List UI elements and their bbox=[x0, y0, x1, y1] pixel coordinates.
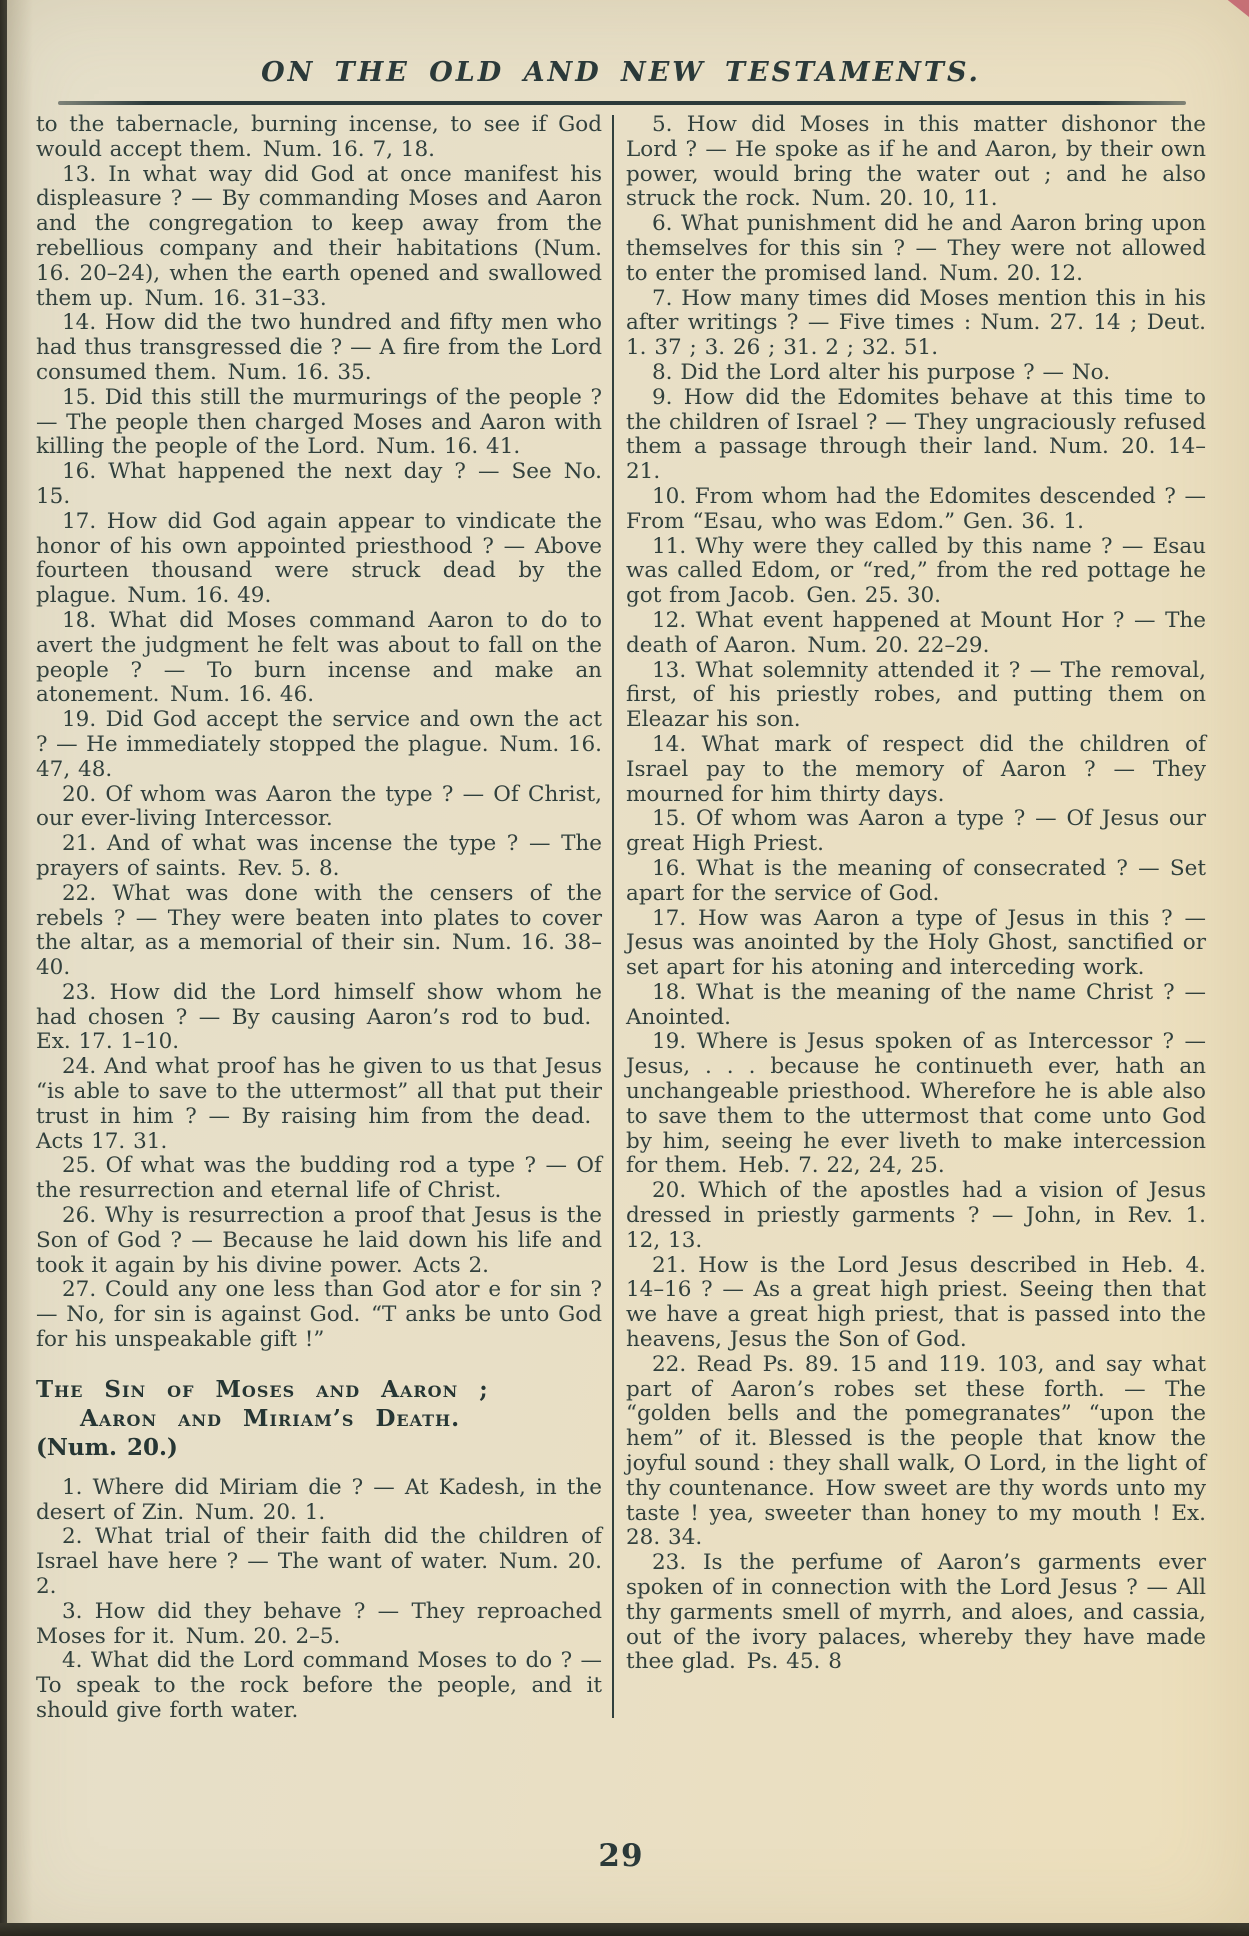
qa-paragraph: 13. In what way did God at once manifest his displeasure ? — By commanding Moses and Aaron and the congregation to keep away from the rebellious company and their habitations (Num. 16. 20–24), when the earth opened and swallowed them up. Num. 16. 31–33. bbox=[36, 161, 602, 311]
photo-edge-bottom bbox=[0, 1923, 1249, 1936]
qa-paragraph: 15. Of whom was Aaron a type ? — Of Jesus our great High Priest. bbox=[626, 806, 1206, 857]
qa-paragraph: to the tabernacle, burning incense, to see if God would accept them. Num. 16. 7, 18. bbox=[36, 112, 602, 162]
qa-paragraph: 16. What is the meaning of consecrated ? — Set apart for the service of God. bbox=[626, 855, 1206, 906]
qa-paragraph: 3. How did they behave ? — They reproached Moses for it. Num. 20. 2–5. bbox=[36, 1598, 602, 1649]
qa-paragraph: 24. And what proof has he given to us that Jesus “is able to save to the uttermost” all that put their trust in him ? — By raising him from the dead. Acts 17. 31. bbox=[36, 1054, 602, 1154]
qa-paragraph: 25. Of what was the budding rod a type ? — Of the resurrection and eternal life of Christ. bbox=[36, 1153, 602, 1204]
column-divider bbox=[612, 115, 614, 1718]
photo-edge-left bbox=[0, 0, 7, 1936]
qa-paragraph: 8. Did the Lord alter his purpose ? — No. bbox=[652, 359, 1111, 385]
header-rule bbox=[58, 101, 1186, 105]
page-gutter-crease bbox=[7, 0, 33, 1936]
qa-paragraph: 12. What event happened at Mount Hor ? — The death of Aaron. Num. 20. 22–29. bbox=[626, 607, 1206, 658]
qa-paragraph: 22. Read Ps. 89. 15 and 119. 103, and say what part of Aaron’s robes set these forth. — The “golden bells and the pomegranates” “upon the hem” of it. Blessed is the people that know the joyful sound : they shall walk, O Lord, in the light of thy countenance. How sweet are thy words unto my taste ! yea, sweeter than honey to my mouth ! Ex. 28. 34. bbox=[626, 1351, 1206, 1551]
qa-paragraph: 11. Why were they called by this name ? — Esau was called Edom, or “red,” from the red pottage he got from Jacob. Gen. 25. 30. bbox=[626, 533, 1206, 609]
qa-paragraph: 2. What trial of their faith did the children of Israel have here ? — The want of water. Num. 20. 2. bbox=[36, 1524, 602, 1600]
qa-paragraph: 1. Where did Miriam die ? — At Kadesh, in the desert of Zin. Num. 20. 1. bbox=[36, 1474, 602, 1525]
qa-paragraph: 19. Did God accept the service and own the act ? — He immediately stopped the plague. Num. 16. 47, 48. bbox=[36, 707, 602, 782]
page-content bbox=[36, 0, 1206, 1874]
qa-paragraph: 4. What did the Lord command Moses to do ? — To speak to the rock before the people, and it should give forth water. bbox=[36, 1648, 602, 1724]
qa-paragraph: 14. How did the two hundred and fifty men who had thus transgressed die ? — A fire from the Lord consumed them. Num. 16. 35. bbox=[36, 310, 602, 385]
qa-paragraph: 5. How did Moses in this matter dishonor the Lord ? — He spoke as if he and Aaron, by their own power, would bring the water out ; and he also struck the rock. Num. 20. 10, 11. bbox=[626, 112, 1206, 212]
page-number: 29 bbox=[598, 1838, 644, 1874]
qa-paragraph: 17. How was Aaron a type of Jesus in this ? — Jesus was anointed by the Holy Ghost, sanctified or set apart for his atoning and interceding work. bbox=[626, 905, 1206, 981]
qa-paragraph: 10. From whom had the Edomites descended ? — From “Esau, who was Edom.” Gen. 36. 1. bbox=[626, 483, 1206, 534]
qa-paragraph: 20. Of whom was Aaron the type ? — Of Christ, our ever-living Intercessor. bbox=[36, 781, 602, 832]
qa-paragraph: 22. What was done with the censers of the rebels ? — They were beaten into plates to cover the altar, as a memorial of their sin. Num. 16. 38–40. bbox=[36, 880, 602, 981]
running-head: ON THE OLD AND NEW TESTAMENTS. bbox=[261, 57, 981, 88]
qa-paragraph: 18. What is the meaning of the name Christ ? — Anointed. bbox=[626, 979, 1206, 1030]
qa-paragraph: 23. How did the Lord himself show whom he had chosen ? — By causing Aaron’s rod to bud. Ex. 17. 1–10. bbox=[36, 979, 602, 1055]
qa-paragraph: 17. How did God again appear to vindicate the honor of his own appointed priesthood ? — Above fourteen thousand were struck dead by the plague. Num. 16. 49. bbox=[36, 508, 602, 609]
qa-paragraph: 27. Could any one less than God ator e for sin ? — No, for sin is against God. “T anks be unto God for his unspeakable gift !” bbox=[36, 1277, 602, 1353]
qa-paragraph: 13. What solemnity attended it ? — The removal, first, of his priestly robes, and putting them on Eleazar his son. bbox=[626, 657, 1206, 733]
section-heading-line: The Sin of Moses and Aaron ; bbox=[36, 1375, 489, 1403]
qa-paragraph: 9. How did the Edomites behave at this time to the children of Israel ? — They ungraciously refused them a passage through their land. Num. 20. 14–21. bbox=[626, 384, 1206, 485]
section-heading bbox=[36, 1375, 602, 1462]
section-heading-line: Aaron and Miriam’s Death. bbox=[80, 1404, 461, 1432]
left-column bbox=[36, 113, 602, 1724]
qa-paragraph: 26. Why is resurrection a proof that Jesus is the Son of God ? — Because he laid down his life and took it again by his divine power. Acts 2. bbox=[36, 1203, 602, 1278]
text-columns bbox=[36, 113, 1206, 1724]
qa-paragraph: 18. What did Moses command Aaron to do to avert the judgment he felt was about to fall on the people ? — To burn incense and make an atonement. Num. 16. 46. bbox=[36, 607, 602, 708]
qa-paragraph: 23. Is the perfume of Aaron’s garments ever spoken of in connection with the Lord Jesus ? — All thy garments smell of myrrh, and aloes, and cassia, out of the ivory palaces, whereby they have made thee glad. Ps. 45. 8 bbox=[626, 1550, 1206, 1675]
qa-paragraph: 21. And of what was incense the type ? — The prayers of saints. Rev. 5. 8. bbox=[36, 831, 602, 881]
qa-paragraph: 19. Where is Jesus spoken of as Intercessor ? — Jesus, . . . because he continueth ever, hath an unchangeable priesthood. Wherefore he is able also to save them to the uttermost that come unto God by him, seeing he ever liveth to make intercession for them. Heb. 7. 22, 24, 25. bbox=[626, 1029, 1206, 1179]
qa-paragraph: 7. How many times did Moses mention this in his after writings ? — Five times : Num. 27. 14 ; Deut. 1. 37 ; 3. 26 ; 31. 2 ; 32. 51. bbox=[626, 285, 1206, 361]
qa-paragraph: 14. What mark of respect did the children of Israel pay to the memory of Aaron ? — They mourned for him thirty days. bbox=[626, 731, 1206, 807]
qa-paragraph: 6. What punishment did he and Aaron bring upon themselves for this sin ? — They were not allowed to enter the promised land. Num. 20. 12. bbox=[626, 211, 1206, 286]
section-heading-line: (Num. 20.) bbox=[36, 1433, 178, 1461]
qa-paragraph: 20. Which of the apostles had a vision of Jesus dressed in priestly garments ? — John, in Rev. 1. 12, 13. bbox=[626, 1178, 1206, 1253]
qa-paragraph: 21. How is the Lord Jesus described in Heb. 4. 14–16 ? — As a great high priest. Seeing then that we have a great high priest, that is passed into the heavens, Jesus the Son of God. bbox=[626, 1252, 1206, 1353]
page-corner-mark bbox=[1223, 0, 1249, 20]
qa-paragraph: 16. What happened the next day ? — See No. 15. bbox=[36, 459, 602, 509]
qa-paragraph: 15. Did this still the murmurings of the people ? — The people then charged Moses and Aaron with killing the people of the Lord. Num. 16. 41. bbox=[36, 384, 602, 460]
right-column bbox=[626, 113, 1206, 1724]
